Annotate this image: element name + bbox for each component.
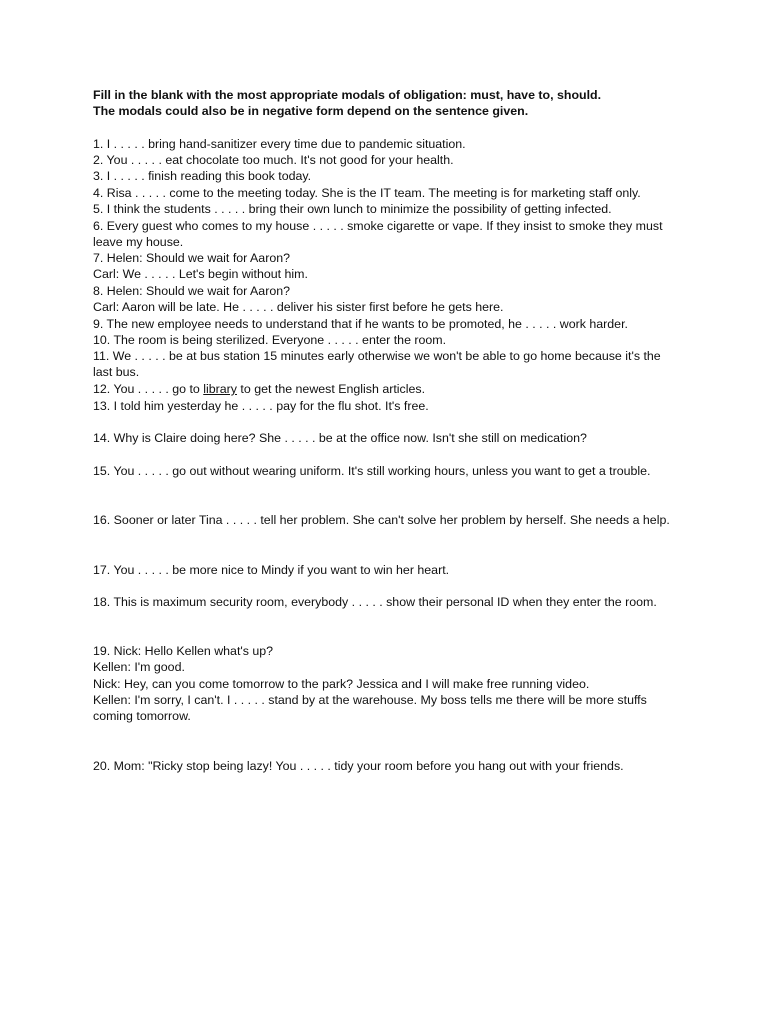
question-4: 4. Risa . . . . . come to the meeting today. She is the IT team. The meeting is for marketing staff only. [93, 186, 641, 200]
question-19-line-1: 19. Nick: Hello Kellen what's up? [93, 644, 274, 658]
question-16: 16. Sooner or later Tina . . . . . tell her problem. She can't solve her problem by herself. She needs a help. [93, 513, 670, 527]
question-12-underlined-word: library [203, 382, 237, 396]
question-3: 3. I . . . . . finish reading this book today. [93, 169, 312, 183]
question-19-line-3: Nick: Hey, can you come tomorrow to the park? Jessica and I will make free running video. [93, 677, 590, 691]
question-7-line-2: Carl: We . . . . . Let's begin without him. [93, 267, 308, 281]
question-10: 10. The room is being sterilized. Everyone . . . . . enter the room. [93, 333, 447, 347]
question-9: 9. The new employee needs to understand that if he wants to be promoted, he . . . . . work harder. [93, 317, 628, 331]
instruction-line-2: The modals could also be in negative form depend on the sentence given. [93, 104, 529, 119]
question-11: 11. We . . . . . be at bus station 15 minutes early otherwise we won't be able to go home because it's the last bus. [93, 349, 661, 380]
question-12-part-2: to get the newest English articles. [236, 382, 426, 396]
question-5: 5. I think the students . . . . . bring their own lunch to minimize the possibility of getting infected. [93, 202, 612, 216]
question-12 [93, 381, 681, 397]
question-13: 13. I told him yesterday he . . . . . pay for the flu shot. It's free. [93, 399, 429, 413]
instruction-line-1: Fill in the blank with the most appropriate modals of obligation: must, have to, should. [93, 88, 602, 102]
question-20: 20. Mom: "Ricky stop being lazy! You . . . . . tidy your room before you hang out with your friends. [93, 759, 624, 773]
question-14: 14. Why is Claire doing here? She . . . . . be at the office now. Isn't she still on medication? [93, 431, 587, 445]
question-19-line-4: Kellen: I'm sorry, I can't. I . . . . . stand by at the warehouse. My boss tells me there will be more stuffs coming tomorrow. [93, 693, 647, 724]
question-7-line-1: 7. Helen: Should we wait for Aaron? [93, 251, 290, 265]
question-8-line-1: 8. Helen: Should we wait for Aaron? [93, 284, 290, 298]
question-1: 1. I . . . . . bring hand-sanitizer every time due to pandemic situation. [93, 137, 466, 151]
question-2: 2. You . . . . . eat chocolate too much. It's not good for your health. [93, 153, 454, 167]
question-12-part-1: 12. You . . . . . go to [93, 382, 200, 396]
question-15: 15. You . . . . . go out without wearing uniform. It's still working hours, unless you want to get a trouble. [93, 464, 651, 478]
question-17: 17. You . . . . . be more nice to Mindy if you want to win her heart. [93, 563, 450, 577]
question-6: 6. Every guest who comes to my house . . . . . smoke cigarette or vape. If they insist to smoke they must leave my house. [93, 219, 663, 250]
question-8-line-2: Carl: Aaron will be late. He . . . . . deliver his sister first before he gets here. [93, 300, 504, 314]
question-18: 18. This is maximum security room, everybody . . . . . show their personal ID when they enter the room. [93, 595, 657, 609]
question-19-line-2: Kellen: I'm good. [93, 660, 185, 674]
instructions [93, 87, 693, 120]
